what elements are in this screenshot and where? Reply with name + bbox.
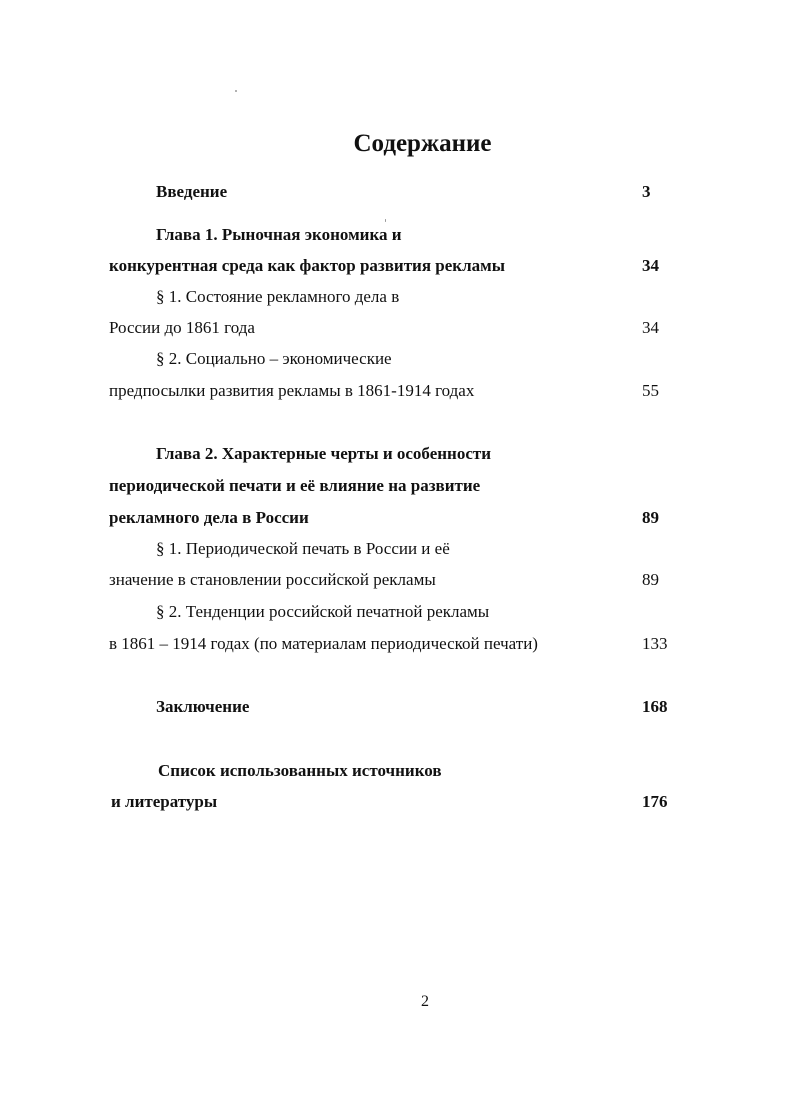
toc-conclusion: Заключение	[156, 697, 250, 716]
toc-ch2-line2: периодической печати и её влияние на развитие	[109, 476, 481, 495]
page-number: 2	[421, 993, 429, 1010]
toc-ch1-line2: конкурентная среда как фактор развития рекламы	[109, 256, 505, 275]
toc-sources-page: 176	[642, 792, 668, 811]
toc-ch2-s1-line2: значение в становлении российской рекламы	[109, 570, 436, 589]
toc-intro: Введение	[156, 182, 228, 201]
toc-conclusion-page: 168	[642, 697, 668, 716]
page-title: Содержание	[353, 130, 492, 157]
toc-sources-line2: и литературы	[111, 792, 218, 811]
scan-speck	[235, 90, 237, 92]
toc-ch1-page: 34	[642, 256, 659, 275]
toc-ch2-s1-line1: § 1. Периодической печать в России и её	[156, 539, 450, 558]
toc-ch2-s1-page: 89	[642, 570, 659, 589]
toc-intro-page: 3	[642, 182, 651, 201]
toc-ch1-s2-line2: предпосылки развития рекламы в 1861-1914 годах	[109, 381, 475, 400]
toc-ch1-s1-line1: § 1. Состояние рекламного дела в	[156, 287, 400, 306]
toc-ch2-s2-line1: § 2. Тенденции российской печатной рекламы	[156, 602, 490, 621]
toc-sources-line1: Список использованных источников	[158, 761, 442, 780]
toc-ch1-s1-page: 34	[642, 318, 659, 337]
toc-ch1-s2-line1: § 2. Социально – экономические	[156, 349, 392, 368]
toc-ch2-line3: рекламного дела в России	[109, 508, 309, 527]
toc-ch1-line1: Глава 1. Рыночная экономика и	[156, 225, 402, 244]
toc-ch2-page: 89	[642, 508, 659, 527]
toc-ch2-line1: Глава 2. Характерные черты и особенности	[156, 444, 492, 463]
toc-ch2-s2-line2: в 1861 – 1914 годах (по материалам периодической печати)	[109, 634, 538, 653]
toc-ch1-s2-page: 55	[642, 381, 659, 400]
toc-ch1-s1-line2: России до 1861 года	[109, 318, 255, 337]
toc-ch2-s2-page: 133	[642, 634, 668, 653]
scan-speck	[385, 219, 386, 222]
